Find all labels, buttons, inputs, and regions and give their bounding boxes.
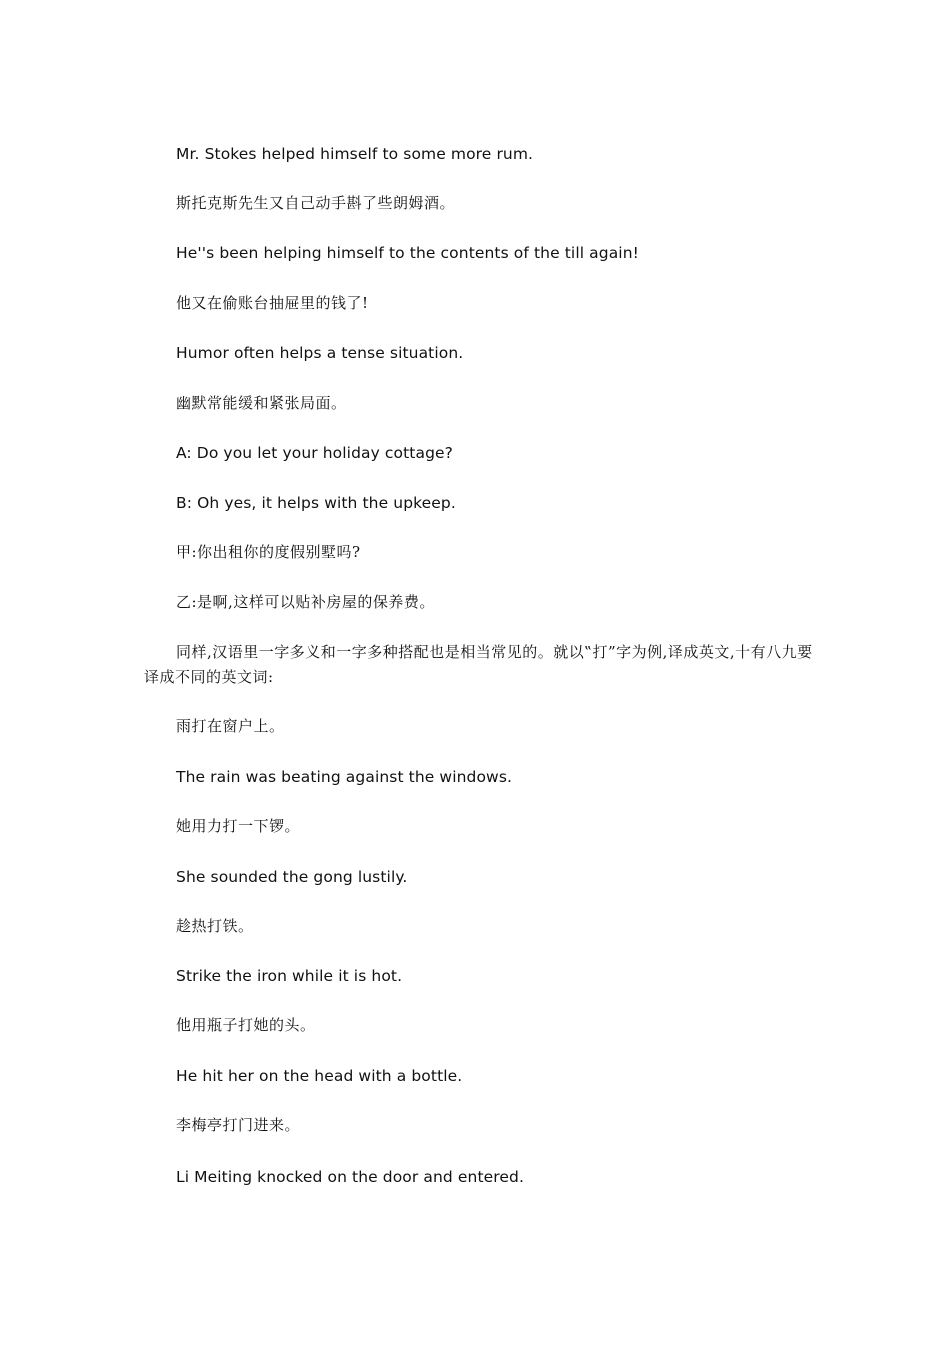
english-example-gong: She sounded the gong lustily. bbox=[176, 868, 408, 886]
chinese-example-bottle: 他用瓶子打她的头。 bbox=[176, 1016, 316, 1034]
chinese-sentence-rum: 斯托克斯先生又自己动手斟了些朗姆酒。 bbox=[176, 194, 456, 212]
english-dialogue-a: A: Do you let your holiday cottage? bbox=[176, 444, 453, 462]
chinese-sentence-humor: 幽默常能缓和紧张局面。 bbox=[176, 394, 347, 412]
english-sentence-rum: Mr. Stokes helped himself to some more rum. bbox=[176, 145, 534, 163]
english-dialogue-b: B: Oh yes, it helps with the upkeep. bbox=[176, 494, 456, 512]
chinese-sentence-till: 他又在偷账台抽屉里的钱了! bbox=[176, 294, 369, 312]
english-sentence-humor: Humor often helps a tense situation. bbox=[176, 344, 464, 362]
english-example-rain: The rain was beating against the windows. bbox=[176, 768, 513, 786]
english-example-door: Li Meiting knocked on the door and entered. bbox=[176, 1168, 524, 1186]
english-example-bottle: He hit her on the head with a bottle. bbox=[176, 1067, 463, 1085]
chinese-dialogue-b: 乙:是啊,这样可以贴补房屋的保养费。 bbox=[176, 593, 435, 611]
explanation-paragraph: 同样,汉语里一字多义和一字多种搭配也是相当常见的。就以‟打”字为例,译成英文,十有八九要译成不同的英文词: bbox=[144, 643, 813, 686]
chinese-example-iron: 趁热打铁。 bbox=[176, 917, 254, 935]
english-example-iron: Strike the iron while it is hot. bbox=[176, 967, 403, 985]
chinese-example-gong: 她用力打一下锣。 bbox=[176, 817, 301, 835]
chinese-dialogue-a: 甲:你出租你的度假别墅吗? bbox=[176, 543, 361, 561]
english-sentence-till: He''s been helping himself to the contents of the till again! bbox=[176, 244, 639, 262]
chinese-example-rain: 雨打在窗户上。 bbox=[176, 717, 285, 735]
chinese-example-door: 李梅亭打门进来。 bbox=[176, 1116, 301, 1134]
